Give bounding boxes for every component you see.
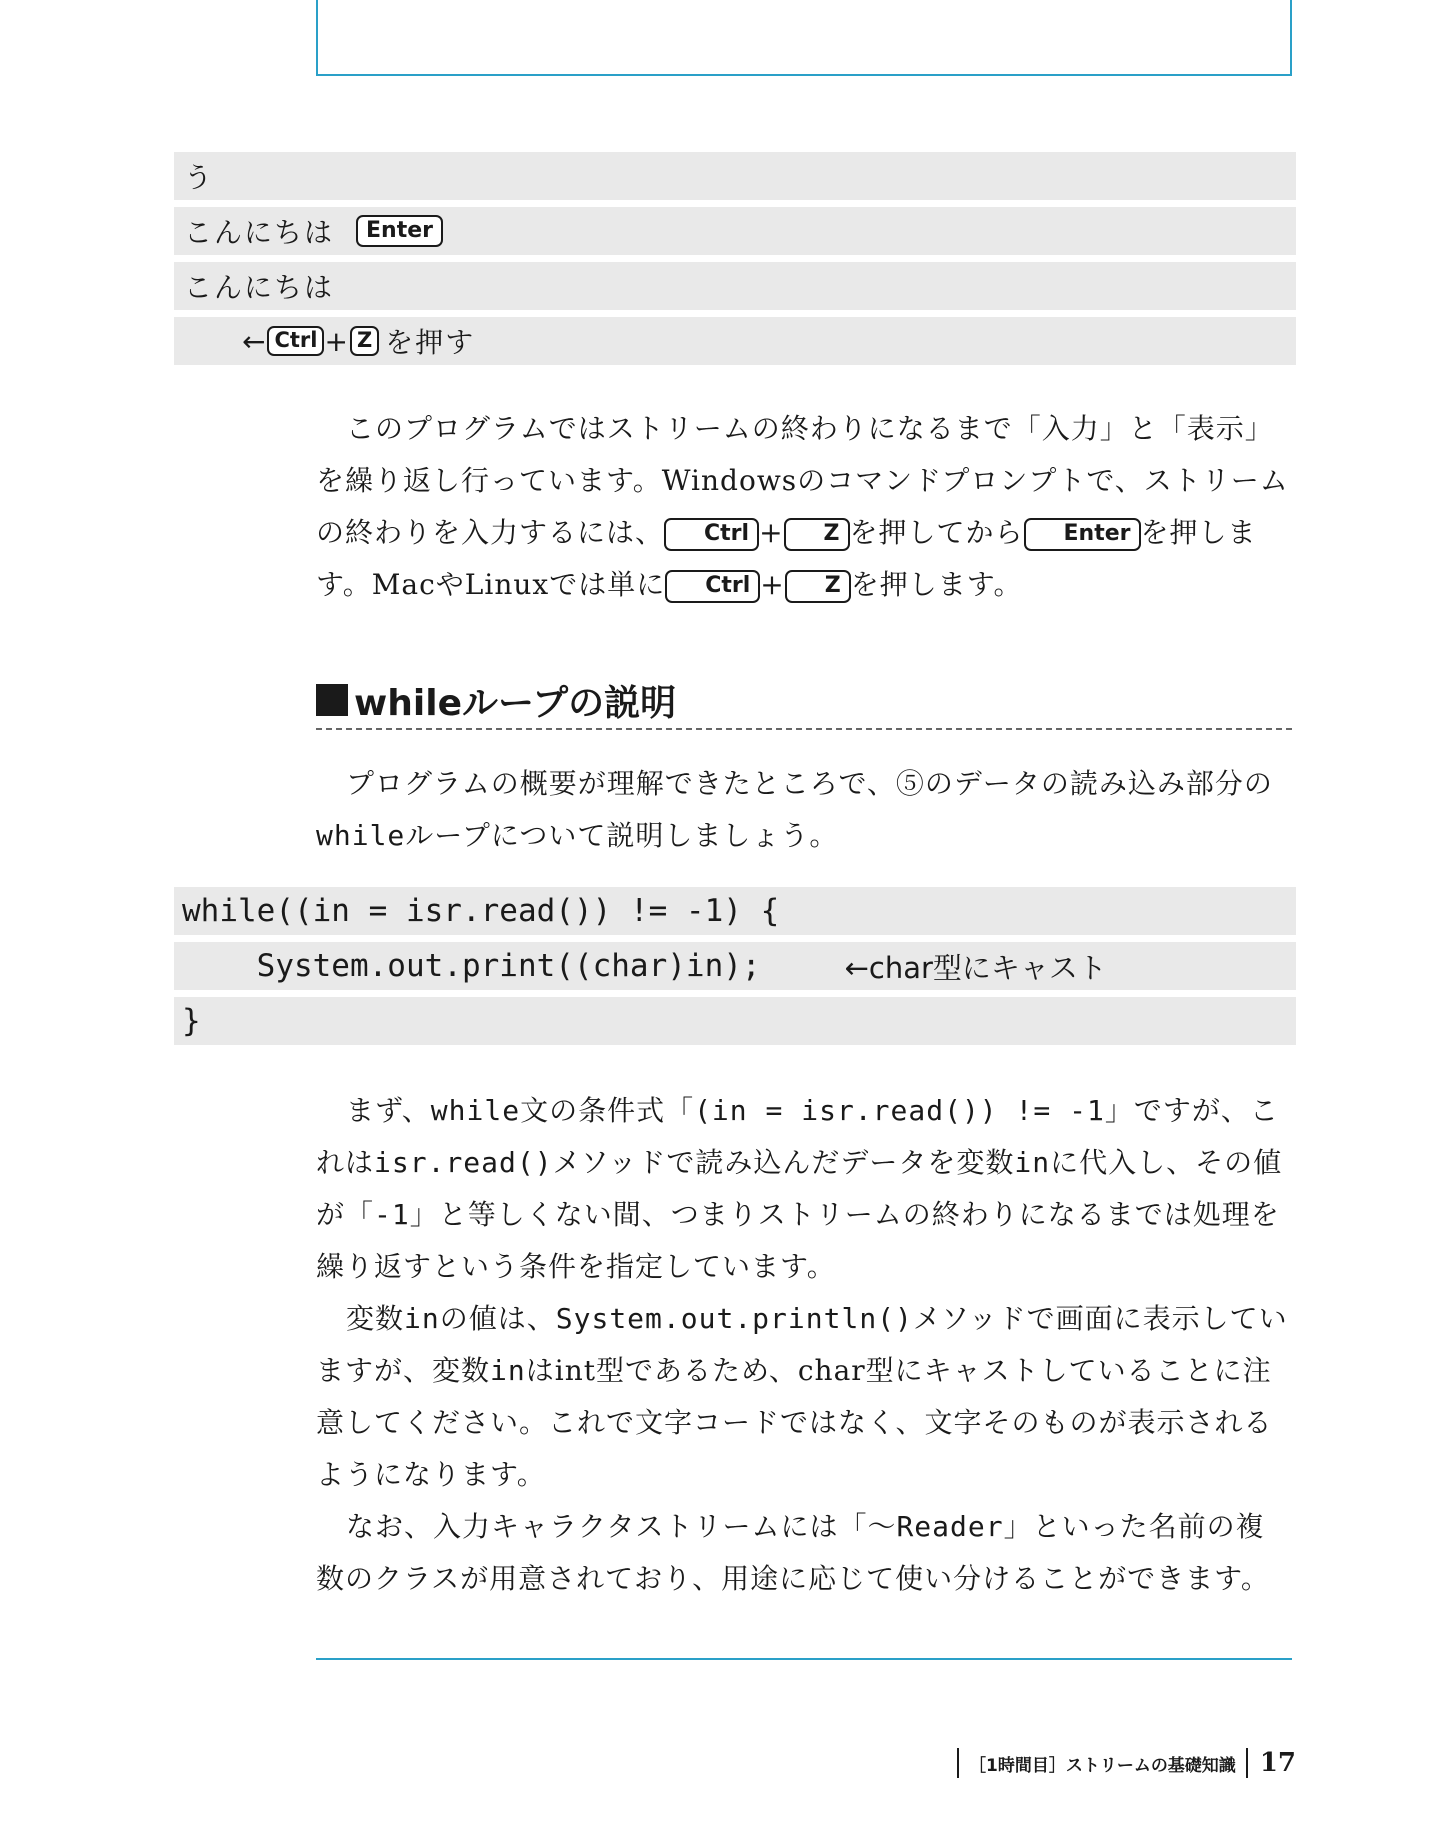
console-text: う (184, 161, 215, 194)
text-span: を押します。MacやLinuxでは単に (316, 516, 1257, 601)
console-row (174, 207, 1296, 255)
paragraph-while-explain (316, 1085, 1292, 1605)
text-span: の値は、 (439, 1302, 556, 1335)
text-span: メソッドで画面に表示していますが、変数 (316, 1302, 1288, 1387)
code-comment: ←char型にキャスト (844, 950, 1107, 985)
top-box-frame (316, 0, 1292, 76)
text-span: に代入し、その値が「 (316, 1146, 1283, 1231)
inline-code: (in = isr.read()) != -1 (694, 1094, 1105, 1127)
inline-code: while (430, 1094, 521, 1127)
chapter-label: ［1時間目］ストリームの基礎知識 (968, 1755, 1236, 1776)
footer-divider (957, 1748, 959, 1778)
console-text: こんにちは (184, 216, 335, 249)
paragraph-text (316, 403, 1292, 611)
text-span: はint型であるため、char型にキャストしていることに注意してください。これで文字コードではなく、文字そのものが表示されるようになります。 (316, 1354, 1273, 1491)
inline-code: isr.read() (374, 1146, 553, 1179)
inline-code: in (1014, 1146, 1051, 1179)
code-text: } (182, 1003, 201, 1039)
plus-sign: + (760, 568, 785, 601)
inline-code: Reader (896, 1510, 1004, 1543)
paragraph-text (316, 1085, 1292, 1293)
text-span: まず、 (346, 1094, 431, 1127)
code-line (174, 887, 1296, 935)
heading-text: whileループの説明 (354, 682, 677, 724)
text-span: なお、入力キャラクタストリームには「〜 (346, 1510, 897, 1543)
section-heading (316, 672, 1292, 730)
ctrl-key-icon: Ctrl (267, 326, 324, 355)
code-text: System.out.print((char)in); (182, 948, 761, 984)
page-footer (957, 1746, 1296, 1780)
console-text: こんにちは (184, 271, 335, 304)
inline-code: System.out.println() (555, 1302, 913, 1335)
console-text: を押す (385, 326, 476, 359)
text-span: このプログラムではストリームの終わりになるまで「入力」と「表示」を繰り返し行っています。Windowsのコマンドプロンプトで、ストリームの終わりを入力するには、 (316, 412, 1289, 549)
plus-sign: + (759, 516, 784, 549)
z-key-icon: Z (784, 518, 850, 550)
code-line (174, 942, 1296, 990)
footer-divider (1246, 1748, 1248, 1778)
text-span: 変数 (346, 1302, 405, 1335)
text-span: 文の条件式「 (520, 1094, 695, 1127)
paragraph-text (316, 758, 1292, 862)
text-span: を押します。 (850, 568, 1023, 601)
text-span: 」といった名前の複数のクラスが用意されており、用途に応じて使い分けることができます。 (316, 1510, 1270, 1595)
code-block (174, 887, 1296, 1052)
inline-code: in (490, 1354, 526, 1387)
ctrl-key-icon: Ctrl (665, 570, 760, 602)
z-key-icon: Z (350, 326, 379, 355)
enter-key-icon: Enter (356, 215, 443, 247)
inline-code: in (404, 1302, 440, 1335)
code-text: while((in = isr.read()) != -1) { (182, 893, 780, 929)
square-bullet-icon (316, 684, 348, 716)
arrow-icon: ← (242, 324, 268, 358)
code-line (174, 997, 1296, 1045)
console-output (174, 152, 1296, 372)
bottom-rule (316, 1658, 1292, 1660)
plus-sign: + (324, 324, 350, 358)
page-number: 17 (1259, 1748, 1296, 1778)
text-span: メソッドで読み込んだデータを変数 (552, 1146, 1015, 1179)
console-row (174, 152, 1296, 200)
text-span: ループについて説明しましょう。 (405, 819, 839, 852)
enter-key-icon: Enter (1024, 518, 1141, 550)
console-row (174, 317, 1296, 365)
paragraph-while-intro (316, 758, 1292, 862)
text-span: 」ですが、これは (316, 1094, 1279, 1179)
text-span: プログラムの概要が理解できたところで、⑤のデータの読み込み部分の (346, 767, 1273, 800)
z-key-icon: Z (785, 570, 851, 602)
paragraph-text (316, 1293, 1292, 1501)
inline-code: -1 (374, 1198, 410, 1231)
text-span: 」と等しくない間、つまりストリームの終わりになるまでは処理を繰り返すという条件を指定しています。 (316, 1198, 1280, 1283)
paragraph-stream-end (316, 403, 1292, 611)
console-row (174, 262, 1296, 310)
ctrl-key-icon: Ctrl (664, 518, 759, 550)
text-span: を押してから (849, 516, 1024, 549)
inline-code: while (316, 819, 406, 852)
paragraph-text (316, 1501, 1292, 1605)
